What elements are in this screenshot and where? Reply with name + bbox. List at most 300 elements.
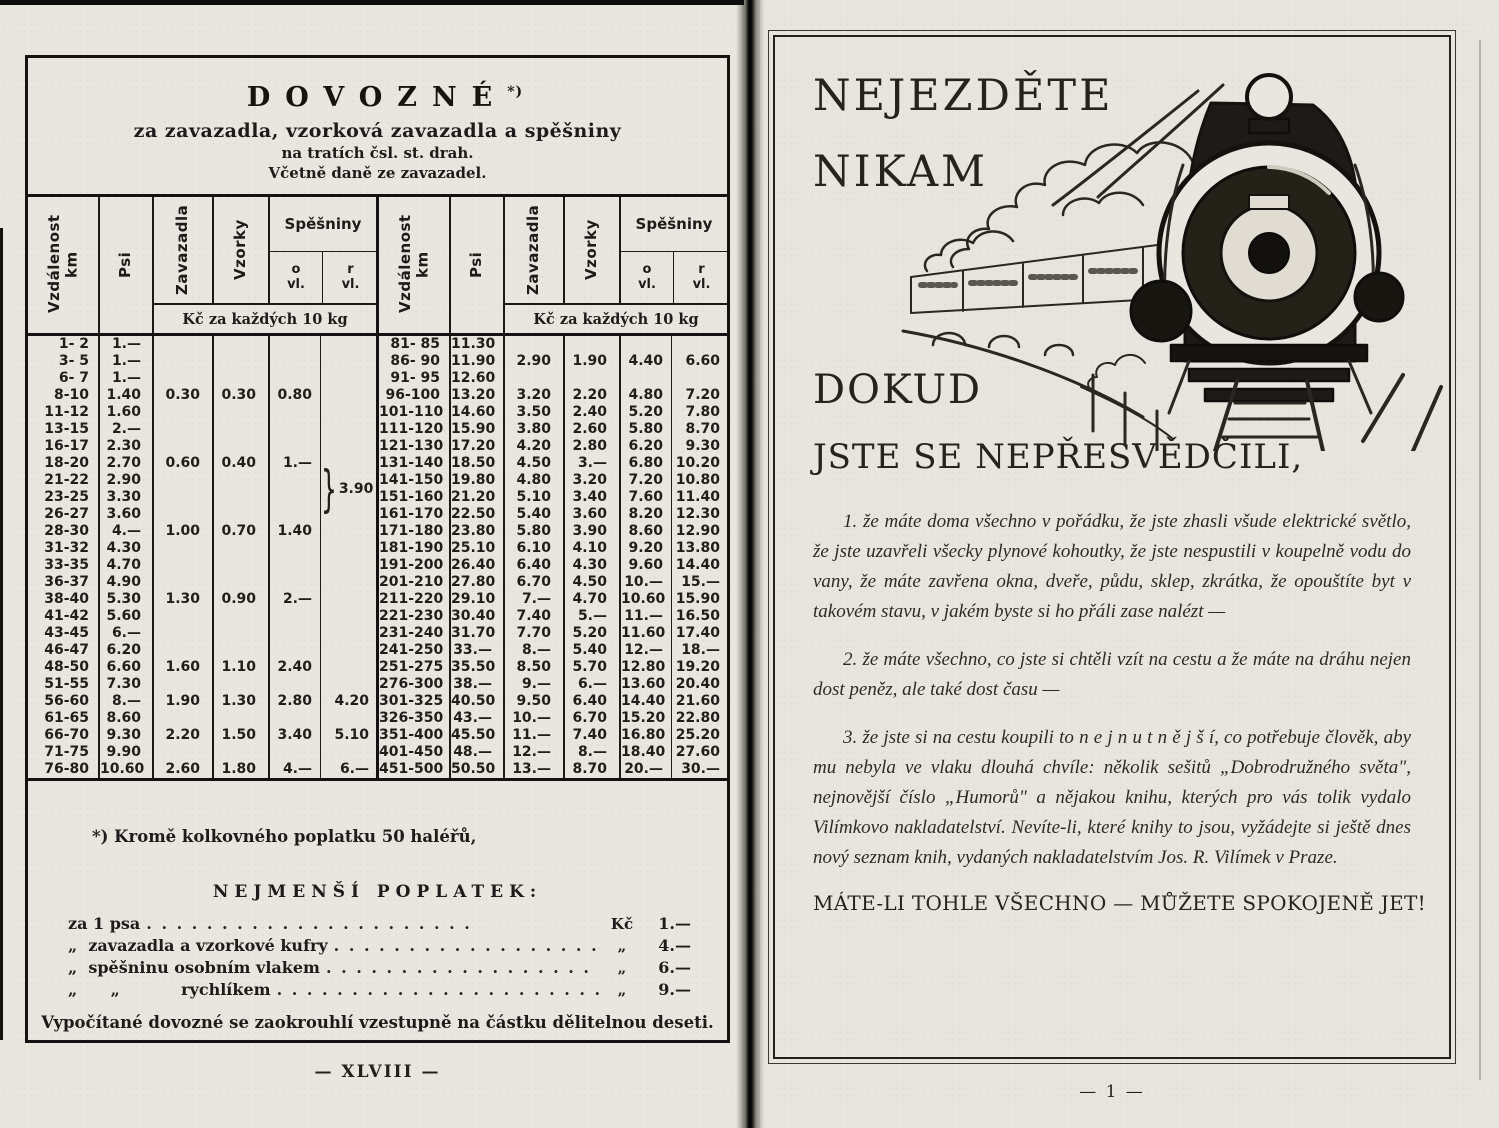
col-header-label: Vzorky — [582, 219, 601, 281]
table-row — [28, 710, 376, 727]
table-cell: 7.40 — [563, 727, 619, 744]
sub-label: vl. — [287, 276, 305, 292]
table-cell: 4.— — [268, 761, 320, 778]
table-cell: 6.10 — [503, 540, 563, 557]
table-cell: 0.40 — [212, 455, 268, 472]
table-cell: 6.70 — [503, 574, 563, 591]
table-row — [28, 336, 376, 353]
table-cell — [212, 642, 268, 659]
page-number: — XLVIII — — [314, 1062, 441, 1082]
table-cell: 27.80 — [449, 574, 503, 591]
table-cell: 2.90 — [98, 472, 152, 489]
sub-label: vl. — [638, 276, 656, 292]
table-cell: 48-50 — [44, 659, 89, 675]
footnote: *) Kromě kolkovného poplatku 50 haléřů, — [92, 827, 477, 846]
table-cell: 8.70 — [671, 421, 727, 438]
table-cell: 2.20 — [152, 727, 212, 744]
table-cell: 71-75 — [44, 744, 89, 760]
table-cell — [268, 353, 320, 370]
table-cell — [212, 472, 268, 489]
table-cell: 10.— — [619, 574, 671, 591]
table-cell — [268, 404, 320, 421]
table-cell: 1.40 — [268, 523, 320, 540]
table-row — [379, 506, 727, 523]
table-body-left — [28, 336, 376, 778]
table-cell: 33.— — [449, 642, 503, 659]
table-cell: 11.90 — [449, 353, 503, 370]
table-cell: 2.80 — [563, 438, 619, 455]
table-cell: 14.40 — [619, 693, 671, 710]
table-cell: 66-70 — [44, 727, 89, 743]
table-cell: 8.50 — [503, 659, 563, 676]
table-cell: 11.60 — [619, 625, 671, 642]
table-row — [28, 642, 376, 659]
table-cell: 2.— — [98, 421, 152, 438]
col-header-label: Zavazadla — [173, 204, 192, 296]
table-cell: 9.90 — [98, 744, 152, 761]
table-cell: 3- 5 — [58, 353, 89, 369]
table-row — [28, 727, 376, 744]
table-cell — [268, 608, 320, 625]
ad-paragraph-3: 3. že jste si na cestu koupili to n e j n u t n ě j š í, co potřebuje člověk, aby mu nebyla ve vlaku dlouhá chvíle: několik sešitů „Dobrodružného světa", nejnovější číslo „Humorů" a nějakou knihu, kterých pro vás tolik vydalo Vilímkovo nakladatelství. Nevíte-li, které knihy to jsou, vyžádejte si ještě dnes nový seznam knih, vydaných nakladatelstvím Jos. R. Vilímek v Praze. — [813, 727, 1411, 869]
table-cell: 12.— — [503, 744, 563, 761]
table-cell: 251-275 — [379, 659, 444, 675]
table-cell: 38-40 — [44, 591, 89, 607]
table-cell: 2.80 — [268, 693, 320, 710]
table-cell — [503, 336, 563, 353]
col-header-label: Zavazadla — [524, 204, 543, 296]
table-cell: 43-45 — [44, 625, 89, 641]
table-cell — [563, 370, 619, 387]
table-cell — [320, 659, 376, 676]
table-cell — [212, 540, 268, 557]
table-cell: 91- 95 — [390, 370, 440, 386]
table-row — [28, 523, 376, 540]
fee-currency: „ — [617, 981, 627, 999]
table-cell: 141-150 — [379, 472, 444, 488]
table-cell: 7.20 — [671, 387, 727, 404]
table-cell: 351-400 — [379, 727, 444, 743]
table-cell — [320, 353, 376, 370]
table-row — [28, 404, 376, 421]
table-cell — [563, 336, 619, 353]
fee-row — [68, 914, 691, 936]
table-cell: 6.80 — [619, 455, 671, 472]
page-title — [28, 82, 727, 113]
table-cell: 36-37 — [44, 574, 89, 590]
col-header-label: Spěšniny — [621, 197, 727, 252]
table-row — [379, 404, 727, 421]
table-cell: 8.— — [98, 693, 152, 710]
table-cell: 2.40 — [563, 404, 619, 421]
table-row — [379, 421, 727, 438]
table-cell — [152, 336, 212, 353]
table-cell: 41-42 — [44, 608, 89, 624]
col-header-psi — [449, 197, 503, 333]
table-cell: 1.— — [98, 370, 152, 387]
table-cell: 131-140 — [379, 455, 444, 471]
table-cell — [152, 404, 212, 421]
subtitle-line2: na tratích čsl. st. drah. — [281, 144, 474, 162]
sub-label: r — [698, 262, 705, 278]
table-cell — [152, 506, 212, 523]
table-row — [28, 676, 376, 693]
table-cell: 25.10 — [449, 540, 503, 557]
table-cell: 211-220 — [379, 591, 444, 607]
table-cell: 86- 90 — [390, 353, 440, 369]
table-cell: 31.70 — [449, 625, 503, 642]
table-cell: 6.40 — [503, 557, 563, 574]
slogan: MÁTE-LI TOHLE VŠECHNO — MŮŽETE SPOKOJENĚ JET! — [813, 891, 1427, 916]
table-cell: 2.— — [268, 591, 320, 608]
table-cell — [212, 557, 268, 574]
table-cell: 31-32 — [44, 540, 89, 556]
table-cell: 3.80 — [503, 421, 563, 438]
table-cell — [212, 404, 268, 421]
col-header-o-vl — [270, 252, 322, 303]
table-cell: 11-12 — [44, 404, 89, 420]
table-cell: 3.60 — [98, 506, 152, 523]
table-row — [28, 608, 376, 625]
table-cell: 6.60 — [671, 353, 727, 370]
table-cell: 16.50 — [671, 608, 727, 625]
table-cell: 2.60 — [152, 761, 212, 778]
table-cell — [320, 676, 376, 693]
sub-label: vl. — [692, 276, 711, 292]
sub-label: o — [642, 262, 652, 278]
table-row — [379, 591, 727, 608]
table-cell: 6.40 — [563, 693, 619, 710]
table-cell: 5.30 — [98, 591, 152, 608]
table-cell: 4.50 — [563, 574, 619, 591]
table-cell — [212, 438, 268, 455]
table-cell: 50.50 — [449, 761, 503, 778]
table-half-left — [28, 197, 376, 778]
table-cell: 7.70 — [503, 625, 563, 642]
table-cell: 8.20 — [619, 506, 671, 523]
table-cell — [152, 421, 212, 438]
table-row — [28, 659, 376, 676]
table-cell — [320, 591, 376, 608]
table-cell: 9.60 — [619, 557, 671, 574]
table-cell: 401-450 — [379, 744, 444, 760]
table-cell — [212, 574, 268, 591]
table-row — [379, 676, 727, 693]
table-cell: 1.— — [268, 455, 320, 472]
table-cell: 8.— — [503, 642, 563, 659]
table-cell: 14.60 — [449, 404, 503, 421]
table-cell — [268, 540, 320, 557]
table-row — [379, 455, 727, 472]
table-cell: 7.80 — [671, 404, 727, 421]
table-row — [379, 370, 727, 387]
page-number: — 1 — — [1079, 1082, 1145, 1102]
min-fee-list — [68, 914, 691, 1002]
ad-frame — [768, 30, 1456, 1064]
table-cell: 13.80 — [671, 540, 727, 557]
table-cell: 101-110 — [379, 404, 444, 420]
table-cell — [268, 421, 320, 438]
table-cell: 13.— — [503, 761, 563, 778]
fee-value: 4.— — [658, 936, 691, 955]
table-cell: 4.10 — [563, 540, 619, 557]
table-cell — [320, 421, 376, 438]
table-cell — [320, 336, 376, 353]
table-row — [28, 591, 376, 608]
table-cell: 9.30 — [671, 438, 727, 455]
table-row — [379, 744, 727, 761]
sub-label: o — [291, 262, 301, 278]
fee-row — [68, 958, 691, 980]
ad-paragraph-1: 1. že máte doma všechno v pořádku, že jste zhasli všude elektrické světlo, že jste uzavřeli všecky plynové kohoutky, že jste nespustili v koupelně vodu do vany, že máte zavřena okna, dveře, půdu, sklep, zkrátka, že opouštíte byt v takovém stavu, v jakém byste si ho přáli zase nalézt — — [813, 511, 1411, 623]
table-cell: 1- 2 — [58, 336, 89, 352]
table-cell — [268, 557, 320, 574]
table-cell: 11.30 — [449, 336, 503, 353]
table-row — [28, 574, 376, 591]
table-cell: 5.80 — [619, 421, 671, 438]
table-row — [28, 370, 376, 387]
table-cell — [152, 489, 212, 506]
table-cell: 10.20 — [671, 455, 727, 472]
table-cell: 5.10 — [503, 489, 563, 506]
table-cell: 51-55 — [44, 676, 89, 692]
table-cell: 3.— — [563, 455, 619, 472]
table-cell: 23.80 — [449, 523, 503, 540]
table-cell: 21.20 — [449, 489, 503, 506]
table-cell — [320, 574, 376, 591]
sub-label: r — [347, 262, 354, 278]
table-cell — [320, 523, 376, 540]
col-header-zavazadla — [503, 197, 563, 303]
table-cell: 11.40 — [671, 489, 727, 506]
table-cell: 6.— — [320, 761, 376, 778]
fee-value: 9.— — [658, 980, 691, 999]
min-fee-title: NEJMENŠÍ POPLATEK: — [212, 882, 543, 902]
table-cell: 3.30 — [98, 489, 152, 506]
table-cell: 17.40 — [671, 625, 727, 642]
table-cell: 111-120 — [379, 421, 444, 437]
table-cell: 8-10 — [53, 387, 89, 403]
table-row — [379, 625, 727, 642]
table-cell — [152, 540, 212, 557]
table-cell: 7.60 — [619, 489, 671, 506]
table-cell: 7.— — [503, 591, 563, 608]
table-row — [28, 438, 376, 455]
table-cell: 221-230 — [379, 608, 444, 624]
table-cell: 35.50 — [449, 659, 503, 676]
right-page — [760, 0, 1499, 1128]
table-cell: 7.20 — [619, 472, 671, 489]
table-cell: 6.— — [98, 625, 152, 642]
table-cell: 6.20 — [619, 438, 671, 455]
table-cell: 13.60 — [619, 676, 671, 693]
table-cell: 5.40 — [503, 506, 563, 523]
table-cell: 6.70 — [563, 710, 619, 727]
col-header-spesniny — [619, 197, 727, 303]
subtitle-line3: Včetně daně ze zavazadel. — [268, 164, 487, 182]
table-cell: 28-30 — [44, 523, 89, 539]
table-cell: 21-22 — [44, 472, 89, 488]
table-cell: 181-190 — [379, 540, 444, 556]
table-cell: 19.20 — [671, 659, 727, 676]
fee-label: „ „ rychlíkem — [68, 980, 271, 999]
table-cell — [152, 557, 212, 574]
table-cell: 12.60 — [449, 370, 503, 387]
table-cell: 3.40 — [268, 727, 320, 744]
table-cell: 18-20 — [44, 455, 89, 471]
col-header-distance — [379, 197, 449, 333]
table-cell: 0.30 — [152, 387, 212, 404]
table-cell: 15.90 — [449, 421, 503, 438]
table-cell: 12.30 — [671, 506, 727, 523]
brace-annotation — [321, 462, 373, 516]
table-cell: 2.40 — [268, 659, 320, 676]
table-cell: 81- 85 — [390, 336, 440, 352]
table-cell: 16-17 — [44, 438, 89, 454]
table-cell: 8.60 — [98, 710, 152, 727]
table-cell: 20.— — [619, 761, 671, 778]
table-cell: 161-170 — [379, 506, 444, 522]
table-cell: 4.80 — [619, 387, 671, 404]
table-cell: 4.80 — [503, 472, 563, 489]
table-cell: 1.30 — [152, 591, 212, 608]
table-cell: 3.40 — [563, 489, 619, 506]
table-cell: 0.60 — [152, 455, 212, 472]
table-cell: 43.— — [449, 710, 503, 727]
table-cell — [671, 370, 727, 387]
table-cell: 4.30 — [98, 540, 152, 557]
col-header-label: Vzdálenost km — [395, 214, 431, 313]
table-cell — [212, 744, 268, 761]
table-cell: 61-65 — [44, 710, 89, 726]
table-cell: 5.20 — [619, 404, 671, 421]
table-cell: 5.10 — [320, 727, 376, 744]
table-cell — [320, 744, 376, 761]
table-cell — [268, 336, 320, 353]
fee-value: 1.— — [658, 914, 691, 933]
table-cell: 20.40 — [671, 676, 727, 693]
table-cell: 2.70 — [98, 455, 152, 472]
table-cell: 19.80 — [449, 472, 503, 489]
table-cell: 1.50 — [212, 727, 268, 744]
table-cell: 0.80 — [268, 387, 320, 404]
table-header — [28, 197, 376, 336]
table-cell — [152, 353, 212, 370]
table-cell: 8.70 — [563, 761, 619, 778]
table-cell: 451-500 — [379, 761, 444, 777]
table-cell: 46-47 — [44, 642, 89, 658]
table-cell — [152, 710, 212, 727]
table-cell: 4.90 — [98, 574, 152, 591]
table-row — [379, 387, 727, 404]
dot-leader — [146, 914, 599, 933]
table-cell — [268, 438, 320, 455]
table-cell — [152, 608, 212, 625]
table-cell — [619, 370, 671, 387]
col-header-r-vl — [322, 252, 378, 303]
table-cell: 10.60 — [98, 761, 152, 778]
table-cell: 12.80 — [619, 659, 671, 676]
table-cell — [152, 625, 212, 642]
col-header-label: Spěšniny — [270, 197, 376, 252]
headline-nikam: NIKAM — [813, 147, 989, 197]
dot-leader — [326, 958, 599, 977]
table-cell: 4.50 — [503, 455, 563, 472]
fee-currency: „ — [617, 937, 627, 955]
scan-artifact-top — [0, 0, 744, 5]
table-cell — [320, 557, 376, 574]
headline-nejezdete: NEJEZDĚTE — [813, 71, 1114, 121]
table-cell: 13.20 — [449, 387, 503, 404]
table-cell — [320, 710, 376, 727]
table-cell: 4.40 — [619, 353, 671, 370]
table-cell: 6- 7 — [58, 370, 89, 386]
table-cell — [320, 387, 376, 404]
brace-glyph: } — [320, 460, 337, 518]
table-cell: 18.50 — [449, 455, 503, 472]
table-cell — [268, 472, 320, 489]
table-cell — [320, 608, 376, 625]
table-row — [379, 336, 727, 353]
rounding-note: Vypočítané dovozné se zaokrouhlí vzestupně na částku dělitelnou deseti. — [41, 1013, 714, 1032]
table-cell: 9.— — [503, 676, 563, 693]
table-cell: 2.90 — [503, 353, 563, 370]
table-cell — [152, 744, 212, 761]
table-row — [28, 557, 376, 574]
table-cell — [268, 676, 320, 693]
table-cell: 18.— — [671, 642, 727, 659]
table-row — [379, 540, 727, 557]
table-cell: 191-200 — [379, 557, 444, 573]
footnote-ref: *) — [507, 84, 524, 100]
table-cell: 38.— — [449, 676, 503, 693]
unit-note: Kč za každých 10 kg — [503, 303, 727, 333]
table-cell: 17.20 — [449, 438, 503, 455]
fee-label: „ spěšninu osobním vlakem — [68, 958, 320, 977]
tariff-table — [28, 194, 727, 781]
col-header-label: Vzdálenost km — [44, 214, 80, 313]
table-cell: 231-240 — [379, 625, 444, 641]
table-cell: 11.— — [619, 608, 671, 625]
table-cell: 3.20 — [563, 472, 619, 489]
table-row — [379, 574, 727, 591]
table-cell: 4.— — [98, 523, 152, 540]
fee-currency: „ — [617, 959, 627, 977]
table-cell: 2.60 — [563, 421, 619, 438]
table-cell: 121-130 — [379, 438, 444, 454]
col-header-vzorky — [563, 197, 619, 303]
table-row — [379, 523, 727, 540]
table-cell: 1.00 — [152, 523, 212, 540]
table-cell: 1.60 — [98, 404, 152, 421]
table-cell: 22.80 — [671, 710, 727, 727]
table-cell — [320, 625, 376, 642]
headline-dokud: DOKUD — [813, 367, 983, 413]
table-cell: 7.40 — [503, 608, 563, 625]
table-cell: 4.20 — [320, 693, 376, 710]
table-cell — [212, 353, 268, 370]
table-cell: 241-250 — [379, 642, 444, 658]
table-row — [379, 472, 727, 489]
table-cell — [320, 370, 376, 387]
table-cell: 27.60 — [671, 744, 727, 761]
table-cell: 45.50 — [449, 727, 503, 744]
col-header-label: Vzorky — [231, 219, 250, 281]
table-cell: 10.80 — [671, 472, 727, 489]
scan-artifact-left-edge — [0, 228, 3, 1040]
table-cell: 326-350 — [379, 710, 444, 726]
table-cell: 6.20 — [98, 642, 152, 659]
